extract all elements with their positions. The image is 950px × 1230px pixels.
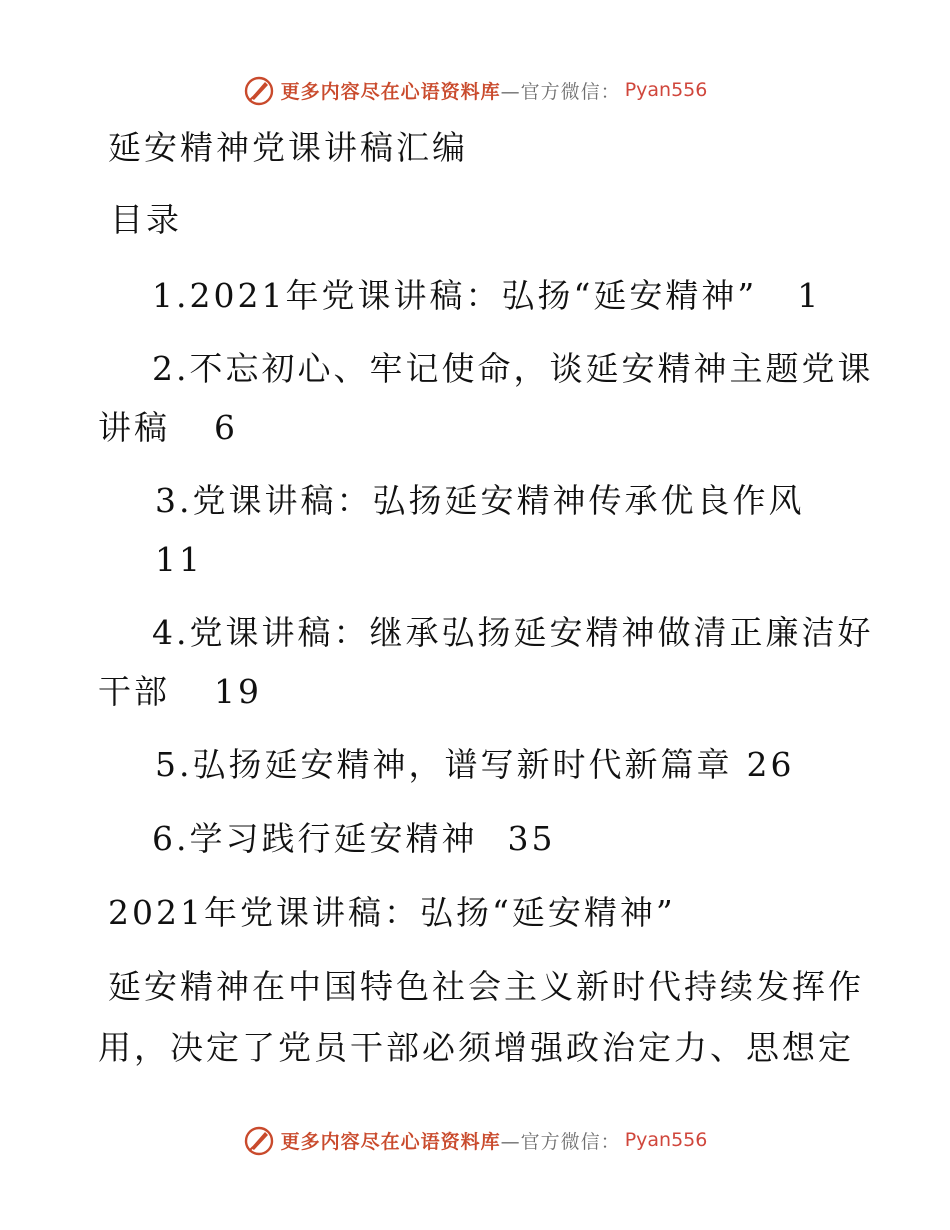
toc-entry-text: 6.学习践行延安精神 (152, 819, 478, 858)
toc-entry-page: 6 (214, 408, 238, 447)
body-paragraph-line: 延安精神在中国特色社会主义新时代持续发挥作 (108, 967, 864, 1006)
toc-entry-5 (155, 745, 795, 785)
toc-entry-page: 11 (155, 540, 203, 579)
banner-wechat-id: Pyan556 (624, 79, 708, 101)
banner-wechat-id: Pyan556 (624, 1129, 708, 1151)
section-heading: 2021年党课讲稿：弘扬“延安精神” (108, 893, 676, 932)
toc-entry-text: 2.不忘初心、牢记使命，谈延安精神主题党课 (152, 349, 874, 388)
toc-entry-3-page (155, 540, 203, 580)
toc-entry-text: 5.弘扬延安精神，谱写新时代新篇章 (155, 745, 733, 784)
body-paragraph-line: 用，决定了党员干部必须增强政治定力、思想定 (98, 1028, 854, 1067)
banner-site-name: 更多内容尽在心语资料库 (280, 1130, 501, 1153)
document-title: 延安精神党课讲稿汇编 (108, 128, 468, 167)
toc-label: 目录 (110, 200, 182, 239)
toc-entry-1 (152, 276, 821, 316)
toc-entry-page: 1 (797, 276, 822, 315)
quill-pen-logo-icon (243, 1124, 275, 1156)
banner-site-name: 更多内容尽在心语资料库 (280, 80, 501, 103)
toc-entry-text: 讲稿 (98, 408, 170, 447)
toc-entry-text: 干部 (98, 672, 170, 711)
footer-watermark-banner (0, 1120, 950, 1160)
toc-entry-2 (152, 349, 874, 389)
toc-entry-3 (155, 481, 805, 521)
toc-entry-2-continued (98, 408, 238, 448)
toc-entry-page: 35 (507, 819, 556, 858)
header-watermark-banner (0, 70, 950, 110)
toc-entry-page: 26 (746, 745, 795, 784)
banner-wechat-label: —官方微信： (500, 1130, 621, 1153)
toc-entry-4 (152, 613, 874, 653)
toc-entry-page: 19 (214, 672, 262, 711)
toc-entry-text: 4.党课讲稿：继承弘扬延安精神做清正廉洁好 (152, 613, 874, 652)
toc-entry-6 (152, 819, 556, 859)
banner-wechat-label: —官方微信： (500, 80, 621, 103)
toc-entry-4-continued (98, 672, 262, 712)
quill-pen-logo-icon (243, 74, 275, 106)
toc-entry-text: 3.党课讲稿：弘扬延安精神传承优良作风 (155, 481, 805, 520)
toc-entry-text: 1.2021年党课讲稿：弘扬“延安精神” (152, 276, 758, 315)
